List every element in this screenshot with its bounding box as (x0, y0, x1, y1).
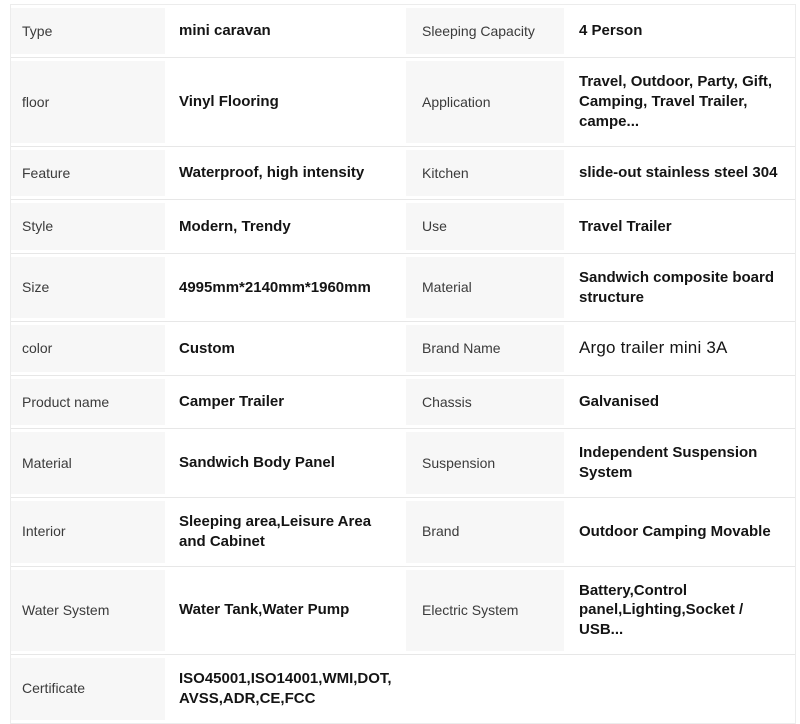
spec-row (11, 428, 795, 497)
spec-row (11, 57, 795, 145)
spec-value-cell (564, 58, 795, 145)
spec-label-text: Certificate (22, 680, 86, 697)
spec-value-cell (165, 498, 406, 566)
spec-value-text: Argo trailer mini 3A (579, 338, 728, 358)
spec-value-cell (564, 498, 795, 566)
spec-value-text: 4995mm*2140mm*1960mm (179, 278, 371, 296)
spec-value-text: Waterproof, high intensity (179, 164, 365, 182)
spec-label-text: Sleeping Capacity (422, 23, 535, 39)
spec-label-cell (406, 254, 564, 322)
spec-value-cell (165, 429, 406, 497)
spec-label-text: Feature (22, 164, 71, 181)
spec-label-cell (11, 429, 165, 497)
spec-label-text: Water System (22, 601, 110, 618)
spec-label-cell (11, 376, 165, 428)
spec-row (11, 5, 795, 57)
spec-label-text: Electric System (422, 601, 519, 618)
spec-value-cell (165, 567, 406, 654)
spec-label-text: Brand (422, 523, 460, 540)
spec-value-text: 4 Person (579, 22, 643, 40)
spec-label-text: Material (422, 279, 472, 296)
spec-label-cell (406, 567, 564, 654)
spec-label-text: Suspension (422, 454, 496, 471)
spec-value-text: Travel, Outdoor, Party, Gift, Camping, Travel Trailer, campe... (579, 73, 773, 131)
spec-label-cell (406, 58, 564, 145)
spec-value-cell (564, 200, 795, 252)
spec-label-text: Material (22, 454, 72, 471)
spec-value-cell (165, 5, 406, 57)
spec-row (11, 253, 795, 322)
spec-value-text: Water Tank,Water Pump (179, 601, 350, 619)
spec-label-text: Application (422, 93, 491, 110)
spec-value-text: Travel Trailer (579, 217, 672, 235)
spec-label-cell (406, 376, 564, 428)
spec-value-cell (564, 322, 795, 374)
spec-value-cell (564, 429, 795, 497)
spec-value-cell (165, 200, 406, 252)
spec-label-cell (406, 498, 564, 566)
spec-label-text: Interior (22, 523, 66, 540)
spec-label-text: Brand Name (422, 340, 501, 357)
spec-label-cell (11, 322, 165, 374)
spec-label-cell (11, 498, 165, 566)
spec-value-text: Sandwich composite board structure (579, 268, 775, 306)
spec-label-cell (406, 322, 564, 374)
spec-label-text: floor (22, 93, 50, 110)
spec-label-text: Type (22, 23, 53, 39)
spec-value-cell (165, 322, 406, 374)
spec-row (11, 654, 795, 723)
spec-label-cell (406, 147, 564, 199)
spec-value-text: Battery,Control panel,Lighting,Socket / USB... (579, 581, 744, 639)
spec-label-text: Chassis (422, 393, 472, 410)
spec-value-text: Independent Suspension System (579, 444, 758, 482)
spec-row (11, 566, 795, 654)
spec-label-text: color (22, 340, 53, 357)
spec-value-text: Vinyl Flooring (179, 93, 279, 111)
spec-value-cell (165, 58, 406, 145)
spec-label-cell (11, 567, 165, 654)
spec-value-text: Galvanised (579, 393, 660, 411)
spec-value-text: Modern, Trendy (179, 217, 291, 235)
spec-value-text: Camper Trailer (179, 393, 285, 411)
spec-label-cell (11, 58, 165, 145)
spec-label-text: Product name (22, 393, 110, 410)
spec-label-cell (11, 200, 165, 252)
spec-label-text: Style (22, 218, 54, 235)
spec-row (11, 199, 795, 252)
spec-value-text: Outdoor Camping Movable (579, 522, 771, 540)
spec-value-text: ISO45001,ISO14001,WMI,DOT,AVSS,ADR,CE,FCC (179, 669, 392, 707)
spec-value-cell (564, 254, 795, 322)
spec-value-cell (564, 5, 795, 57)
spec-value-cell (165, 147, 406, 199)
spec-value-text: slide-out stainless steel 304 (579, 164, 778, 182)
spec-value-cell (165, 655, 406, 723)
spec-value-cell (564, 567, 795, 654)
spec-row (11, 497, 795, 566)
spec-label-cell (11, 147, 165, 199)
spec-value-text: Custom (179, 339, 235, 357)
spec-label-text: Use (422, 218, 447, 235)
spec-row (11, 321, 795, 374)
spec-value-cell (564, 147, 795, 199)
spec-label-cell (11, 5, 165, 57)
spec-label-text: Size (22, 279, 50, 296)
spec-value-cell (165, 254, 406, 322)
spec-value-text: Sandwich Body Panel (179, 454, 335, 472)
spec-value-text: Sleeping area,Leisure Area and Cabinet (179, 512, 372, 550)
spec-label-cell (406, 200, 564, 252)
spec-label-cell (406, 429, 564, 497)
product-specs-table (10, 4, 796, 724)
spec-label-cell (11, 655, 165, 723)
spec-value-cell (564, 376, 795, 428)
spec-label-cell (406, 655, 564, 723)
spec-label-cell (11, 254, 165, 322)
spec-row (11, 146, 795, 199)
spec-value-cell (165, 376, 406, 428)
spec-label-cell (406, 5, 564, 57)
spec-row (11, 375, 795, 428)
spec-value-text: mini caravan (179, 22, 271, 40)
spec-value-cell (564, 655, 795, 723)
spec-label-text: Kitchen (422, 164, 469, 181)
